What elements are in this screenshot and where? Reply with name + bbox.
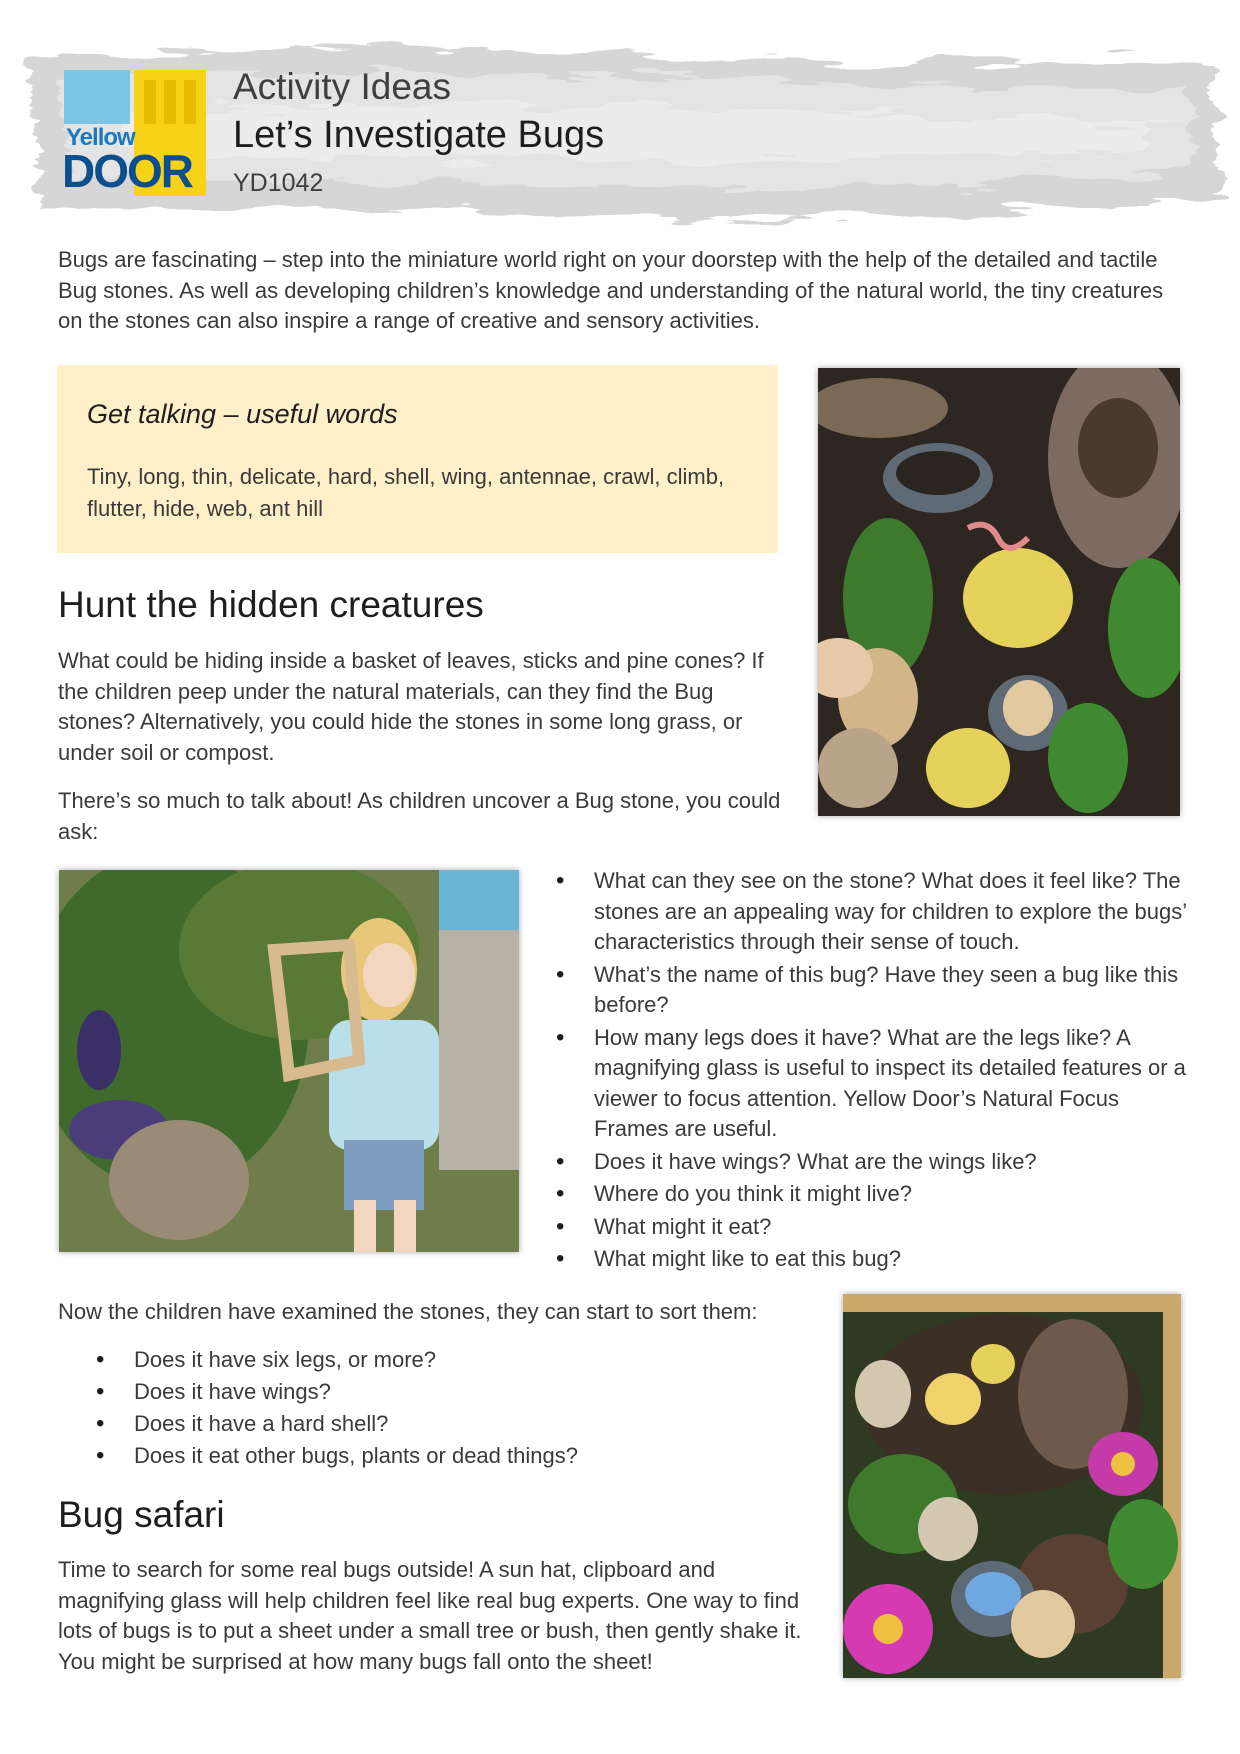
list-item: • Does it have wings? What are the wings like? [594,1147,1194,1178]
safari-paragraph: Time to search for some real bugs outside! A sun hat, clipboard and magnifying glass will help children feel like real bug experts. One way to find lots of bugs is to put a sheet under a small tree or bush, then gently shake it. You might be surprised at how many bugs fall onto the sheet! [58,1557,802,1674]
logo-blue-block [64,70,130,124]
list-item: • Does it eat other bugs, plants or dead things? [134,1441,734,1472]
list-item: • What can they see on the stone? What does it feel like? The stones are an appealing way for children to explore the bugs’ characteristics through their sense of touch. [594,866,1194,958]
list-item: • What might it eat? [594,1212,1194,1243]
product-code: YD1042 [233,169,324,197]
logo-wordmark-yellow: Yellow [66,124,135,151]
yellow-door-logo [60,66,210,200]
document-subtitle: Activity Ideas [233,66,451,107]
useful-words-box [57,365,778,553]
hunt-paragraph-2: There’s so much to talk about! As children uncover a Bug stone, you could ask: [58,788,781,844]
question-list [594,866,1194,1277]
list-item: • Does it have a hard shell? [134,1409,734,1440]
document-title: Let’s Investigate Bugs [233,114,605,156]
sort-paragraph: Now the children have examined the stones, they can start to sort them: [58,1299,758,1324]
list-item: • Does it have wings? [134,1377,734,1408]
list-item: • Where do you think it might live? [594,1179,1194,1210]
intro-paragraph: Bugs are fascinating – step into the miniature world right on your doorstep with the help of the detailed and tactile Bug stones. As well as developing children’s knowledge and understanding of the natural world, the tiny creatures on the stones can also inspire a range of creative and sensory activities. [58,247,1164,333]
section-heading-safari: Bug safari [58,1494,225,1535]
list-item: • What might like to eat this bug? [594,1244,1194,1275]
sort-list [134,1345,734,1473]
useful-words-title: Get talking – useful words [87,399,398,429]
list-item: • How many legs does it have? What are the legs like? A magnifying glass is useful to inspect its detailed features or a viewer to focus attention. Yellow Door’s Natural Focus Frames are useful. [594,1023,1194,1145]
useful-words-list: Tiny, long, thin, delicate, hard, shell, wing, antennae, crawl, climb, flutter, hide, web, ant hill [87,464,725,521]
section-heading-hunt: Hunt the hidden creatures [58,584,484,625]
logo-wordmark-door: DOOR [62,145,192,197]
child-with-focus-frame-photo [59,870,519,1252]
bug-habitat-tray-photo [843,1294,1181,1678]
list-item: • What’s the name of this bug? Have they seen a bug like this before? [594,960,1194,1021]
hunt-paragraph-1: What could be hiding inside a basket of leaves, sticks and pine cones? If the children peep under the natural materials, can they find the Bug stones? Alternatively, you could hide the stones in some long grass, or under soil or compost. [58,648,764,765]
list-item: • Does it have six legs, or more? [134,1345,734,1376]
bug-stones-soil-photo [818,368,1180,816]
